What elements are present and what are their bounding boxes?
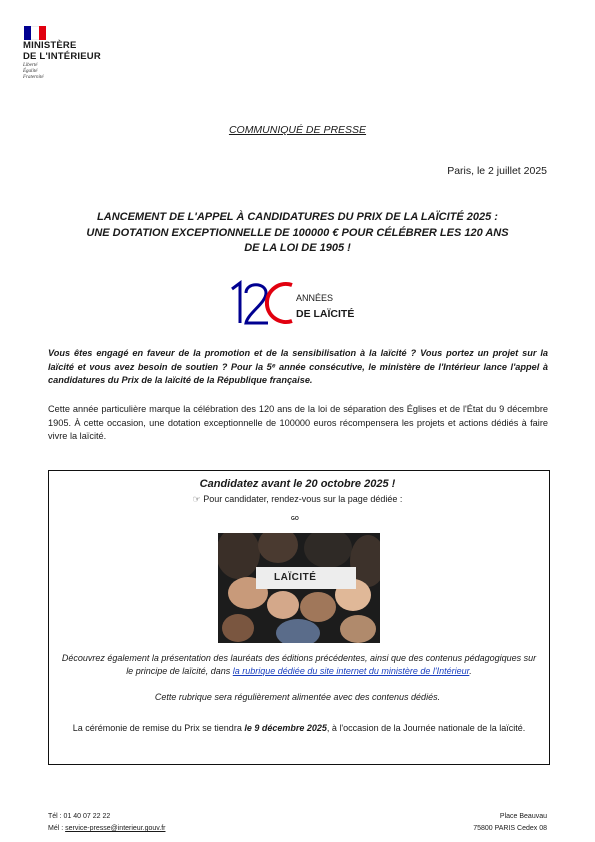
- press-title: COMMUNIQUÉ DE PRESSE: [228, 124, 367, 136]
- footer-mail-label: Mél :: [48, 825, 66, 832]
- headline-line2: UNE DOTATION EXCEPTIONNELLE DE 100000 € POUR CÉLÉBRER LES 120 ANS: [86, 226, 509, 239]
- press-email-link[interactable]: service-presse@interieur.gouv.fr: [65, 825, 166, 832]
- digit-one: [232, 283, 240, 323]
- headline: [60, 210, 535, 257]
- discover-text-body: Découvrez également la présentation des lauréats des éditions précédentes, ainsi que des contenus pédagogiques sur le principe de laïcité, dans: [61, 653, 537, 676]
- anniversary-logo: [228, 279, 368, 327]
- press-date: Paris, le 2 juillet 2025: [447, 165, 547, 177]
- footer-address: [473, 811, 547, 835]
- digit-two: [246, 285, 268, 323]
- ministry-line1: MINISTÈRE: [23, 40, 77, 51]
- intro-paragraph-1: Vous êtes engagé en faveur de la promotion et de la sensibilisation à la laïcité ? Vous portez un projet sur la laïcité et vous avez besoin de soutien ? Pour la 5ᵉ année consécutive, le ministère de l'Intérieur lance l'appel à candidatures du Prix de la laïcité de la République française.: [48, 348, 548, 385]
- ceremony-pre: La cérémonie de remise du Prix se tiendra: [72, 723, 245, 733]
- intro-paragraph-2: Cette année particulière marque la célébration des 120 ans de la loi de séparation des Églises et de l'État du 9 décembre 1905. À cette occasion, une dotation exceptionnelle de 100000 euros récompensera les projets et actions dédiés à faire vivre la laïcité.: [48, 404, 548, 441]
- refresh-note: Cette rubrique sera régulièrement alimentée avec des contenus dédiés.: [154, 692, 441, 702]
- footer-tel: Tél : 01 40 07 22 22: [48, 813, 111, 820]
- footer-address-line2: 75800 PARIS Cedex 08: [473, 825, 547, 832]
- call-box-title: Candidatez avant le 20 octobre 2025 !: [199, 478, 396, 490]
- ministry-section-link[interactable]: la rubrique dédiée du site internet du ministère de l'Intérieur: [232, 665, 470, 676]
- ministry-name: [23, 40, 101, 62]
- ceremony-post: , à l'occasion de la Journée nationale de la laïcité.: [326, 723, 526, 733]
- footer-mail: [48, 823, 165, 835]
- motto: [23, 63, 44, 81]
- ministry-line2: DE L'INTÉRIEUR: [23, 51, 101, 62]
- motto-egalite: Égalité: [23, 69, 38, 74]
- go-link-icon[interactable]: GO: [291, 516, 299, 522]
- ceremony-text: [60, 721, 538, 735]
- discover-text-end: .: [469, 665, 472, 676]
- ceremony-date: le 9 décembre 2025: [244, 723, 327, 733]
- motto-liberte: Liberté: [23, 63, 38, 68]
- digit-zero: [267, 284, 292, 322]
- french-flag-icon: [24, 26, 46, 40]
- call-box-subtitle-text: Pour candidater, rendez-vous sur la page dédiée :: [203, 494, 403, 504]
- anniversary-line1: ANNÉES: [296, 293, 334, 303]
- motto-fraternite: Fraternité: [23, 75, 44, 80]
- discover-text: [60, 652, 538, 677]
- footer-address-line1: Place Beauvau: [499, 813, 547, 820]
- laicite-photo: [218, 533, 380, 643]
- anniversary-line2: DE LAÏCITÉ: [296, 308, 355, 320]
- hands-holding-sign-image: [218, 533, 380, 643]
- footer-contact: [48, 811, 165, 835]
- pointing-hand-icon: ☞: [192, 494, 201, 504]
- call-box-subtitle: [0, 494, 595, 505]
- headline-line3: DE LA LOI DE 1905 !: [244, 242, 351, 254]
- headline-line1: LANCEMENT DE L'APPEL À CANDIDATURES DU PRIX DE LA LAÏCITÉ 2025 :: [97, 211, 498, 223]
- photo-sign-label: LAÏCITÉ: [274, 572, 317, 583]
